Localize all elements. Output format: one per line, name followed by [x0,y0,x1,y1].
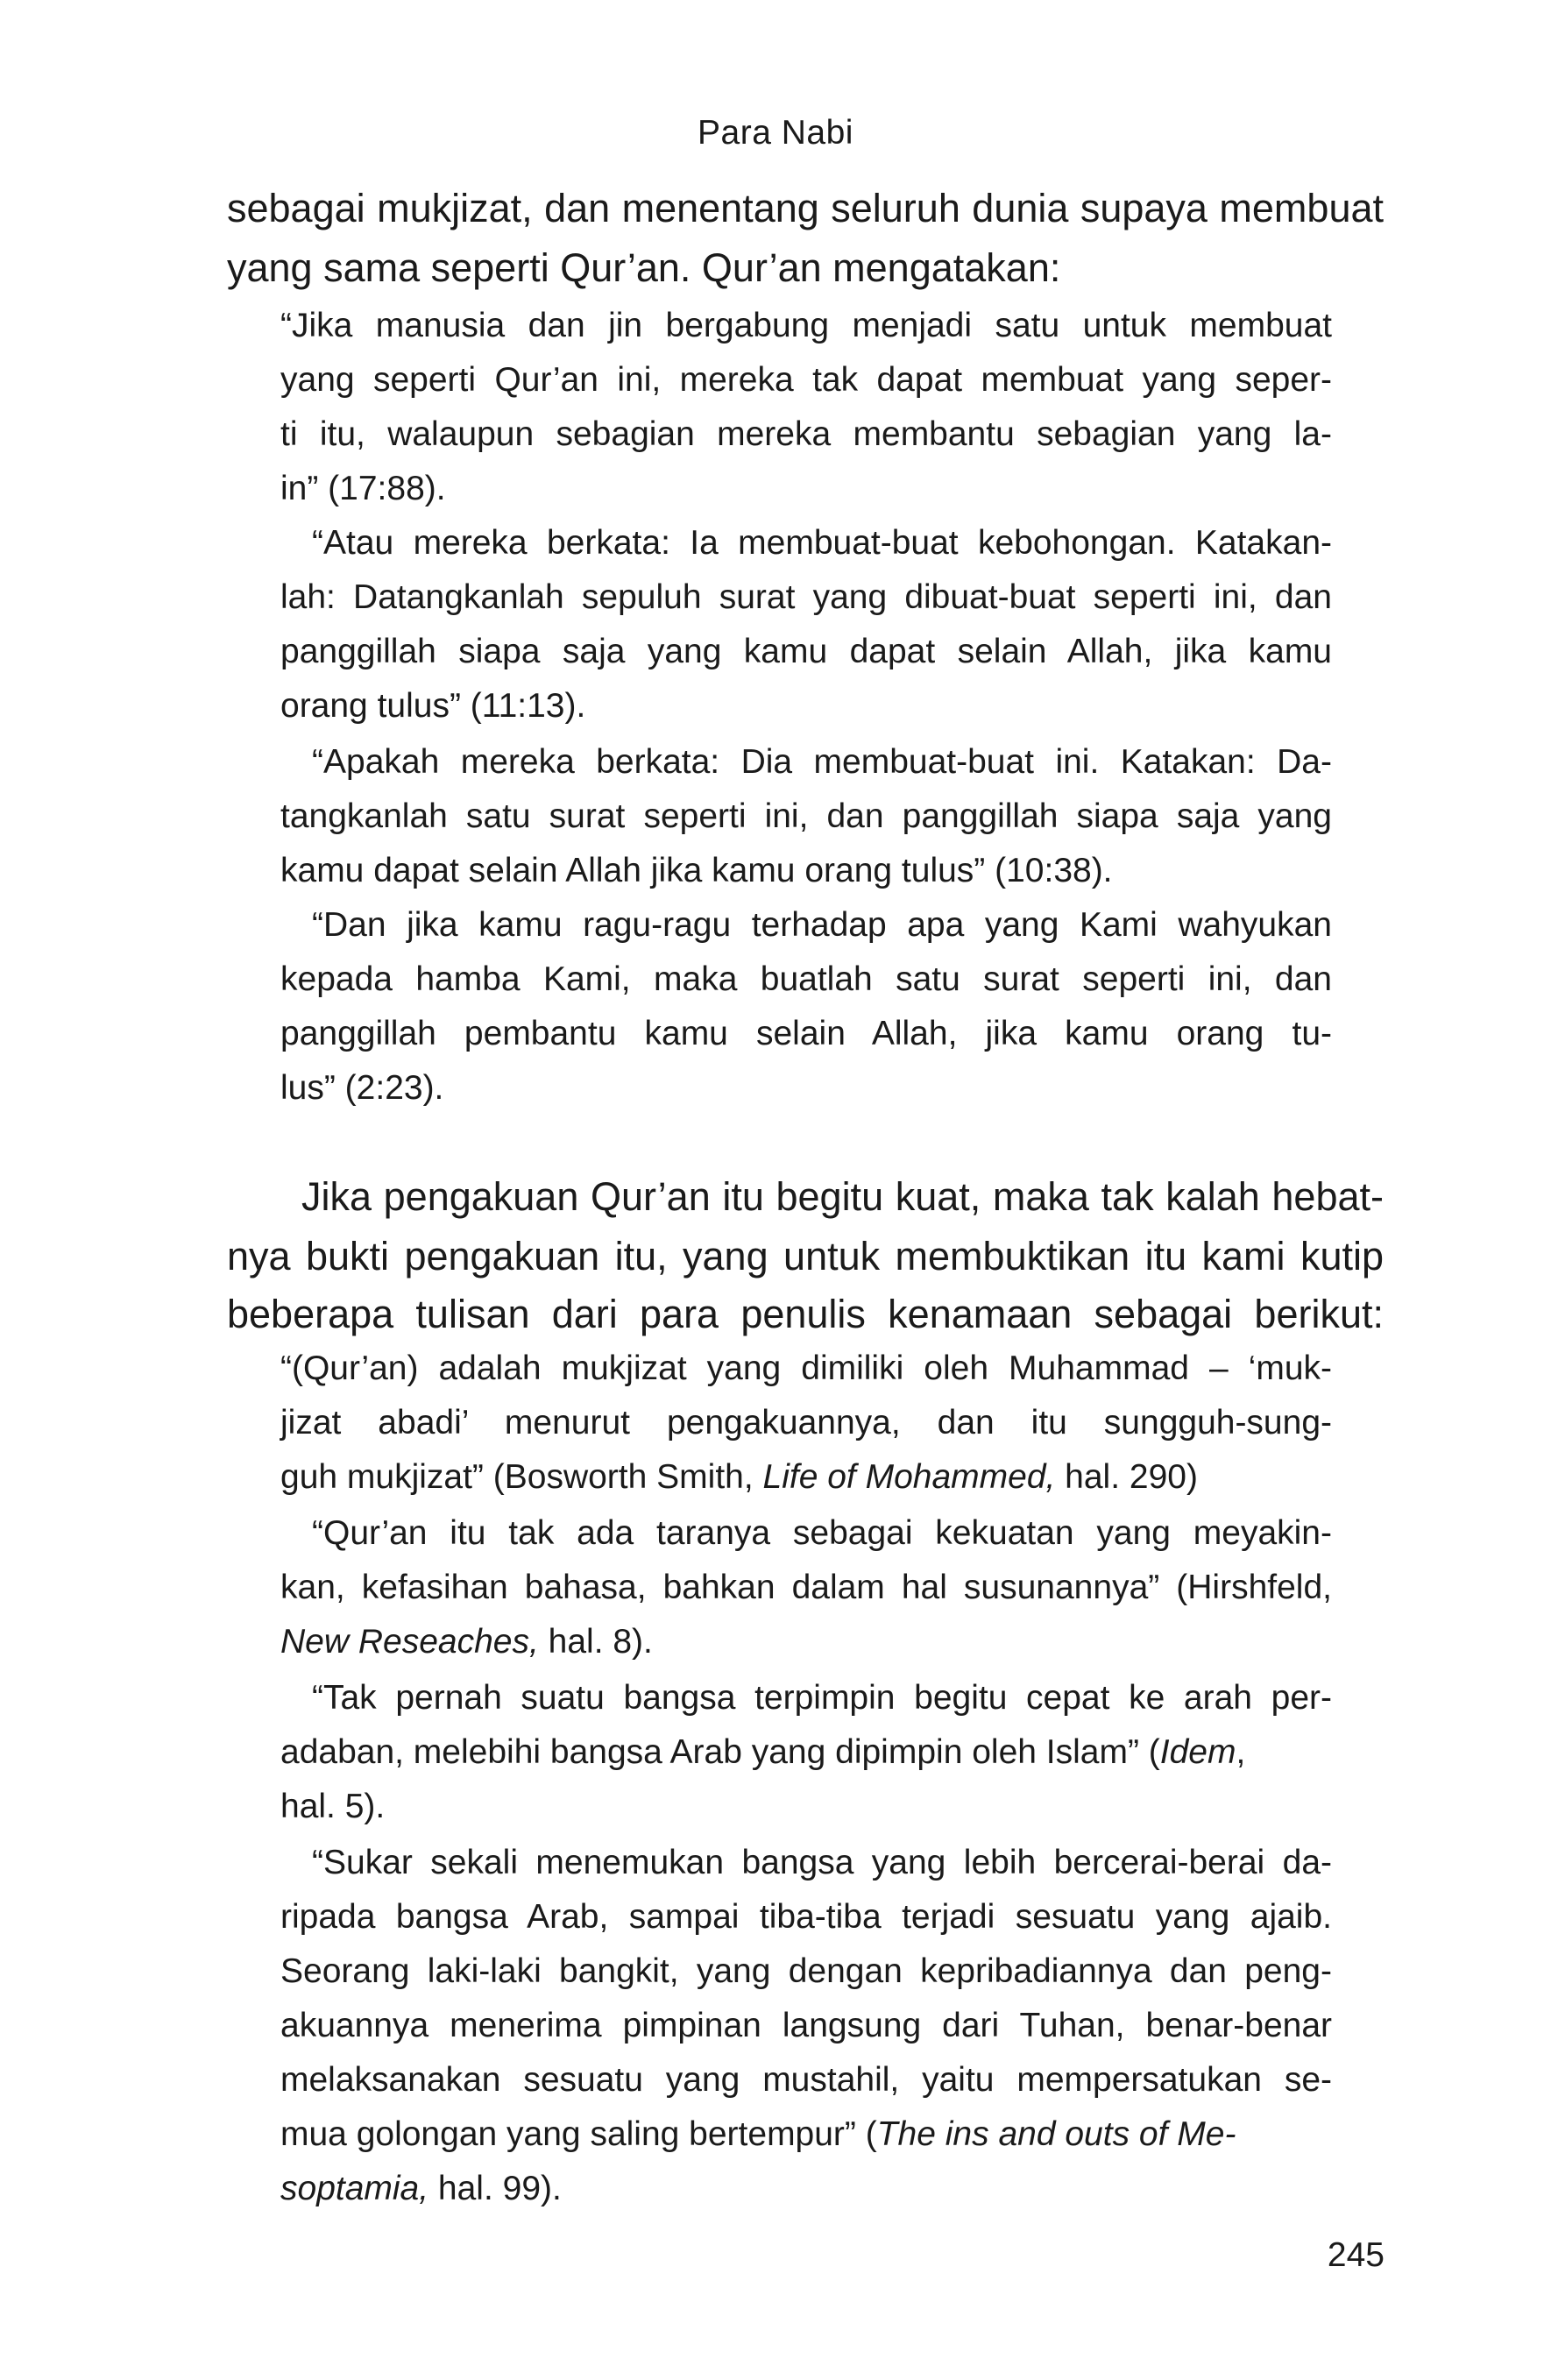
quote-line [280,1623,653,1661]
body-line: beberapa tulisan dari para penulis kenamaan sebagai berikut: [227,1292,1384,1336]
body-line: sebagai mukjizat, dan menentang seluruh dunia supaya membuat [227,186,1384,230]
quote-text: hal. 290) [1055,1458,1198,1496]
page-number: 245 [1327,2236,1385,2274]
quote-line: panggillah siapa saja yang kamu dapat selain Allah, jika kamu [280,633,1332,670]
quote-text: guh mukjizat” (Bosworth Smith, [280,1458,763,1496]
quote-line [280,2115,1236,2154]
quote-line: kepada hamba Kami, maka buatlah satu surat seperti ini, dan [280,960,1332,998]
quote-text: mua golongan yang saling bertempur” ( [280,2115,877,2153]
body-line: nya bukti pengakuan itu, yang untuk membuktikan itu kami kutip [227,1234,1384,1279]
quote-line: ti itu, walaupun sebagian mereka membantu sebagian yang la- [280,415,1332,453]
quote-line: “Apakah mereka berkata: Dia membuat-buat ini. Katakan: Da- [312,743,1332,781]
quote-line: lus” (2:23). [280,1069,444,1107]
quote-line: melaksanakan sesuatu yang mustahil, yaitu mempersatukan se- [280,2061,1332,2099]
quote-line: lah: Datangkanlah sepuluh surat yang dibuat-buat seperti ini, dan [280,578,1332,616]
quote-line [280,1458,1198,1497]
quote-line: hal. 5). [280,1788,386,1825]
quote-line: kamu dapat selain Allah jika kamu orang tulus” (10:38). [280,852,1113,889]
book-title: Life of Mohammed, [762,1458,1056,1496]
quote-line: kan, kefasihan bahasa, bahkan dalam hal susunannya” (Hirshfeld, [280,1569,1332,1606]
quote-text: adaban, melebihi bangsa Arab yang dipimpin oleh Islam” ( [280,1733,1160,1771]
body-line: yang sama seperti Qur’an. Qur’an mengatakan: [227,245,1061,290]
quote-line: orang tulus” (11:13). [280,687,586,725]
book-title: Idem [1159,1733,1236,1771]
quote-line [280,2170,562,2208]
quote-text: hal. 99). [428,2170,562,2207]
quote-text: hal. 8). [538,1623,653,1661]
quote-line: “Tak pernah suatu bangsa terpimpin begitu cepat ke arah per- [312,1679,1332,1717]
quote-line: ripada bangsa Arab, sampai tiba-tiba terjadi sesuatu yang ajaib. [280,1898,1332,1936]
quote-line: Seorang laki-laki bangkit, yang dengan kepribadiannya dan peng- [280,1952,1332,1990]
body-line: Jika pengakuan Qur’an itu begitu kuat, maka tak kalah hebat- [301,1174,1384,1219]
quote-line: yang seperti Qur’an ini, mereka tak dapat membuat yang seper- [280,361,1332,399]
quote-line: “Qur’an itu tak ada taranya sebagai kekuatan yang meyakin- [312,1514,1332,1552]
quote-line: “Sukar sekali menemukan bangsa yang lebih bercerai-berai da- [312,1844,1332,1881]
quote-line: panggillah pembantu kamu selain Allah, jika kamu orang tu- [280,1015,1332,1052]
quote-line: in” (17:88). [280,470,446,507]
quote-line: “Dan jika kamu ragu-ragu terhadap apa yang Kami wahyukan [312,906,1332,944]
quote-text: , [1236,1733,1246,1771]
quote-line: tangkanlah satu surat seperti ini, dan panggillah siapa saja yang [280,797,1332,835]
running-head: Para Nabi [698,114,853,152]
book-title: The ins and outs of Me- [876,2115,1236,2153]
quote-line: “Atau mereka berkata: Ia membuat-buat kebohongan. Katakan- [312,524,1332,562]
quote-line [280,1733,1245,1772]
quote-line: jizat abadi’ menurut pengakuannya, dan itu sungguh-sung- [280,1404,1332,1441]
quote-line: “(Qur’an) adalah mukjizat yang dimiliki oleh Muhammad – ‘muk- [280,1349,1332,1387]
book-title: New Reseaches, [280,1623,539,1661]
quote-line: “Jika manusia dan jin bergabung menjadi satu untuk membuat [280,307,1332,344]
book-title: soptamia, [280,2170,429,2207]
quote-line: akuannya menerima pimpinan langsung dari Tuhan, benar-benar [280,2007,1332,2044]
